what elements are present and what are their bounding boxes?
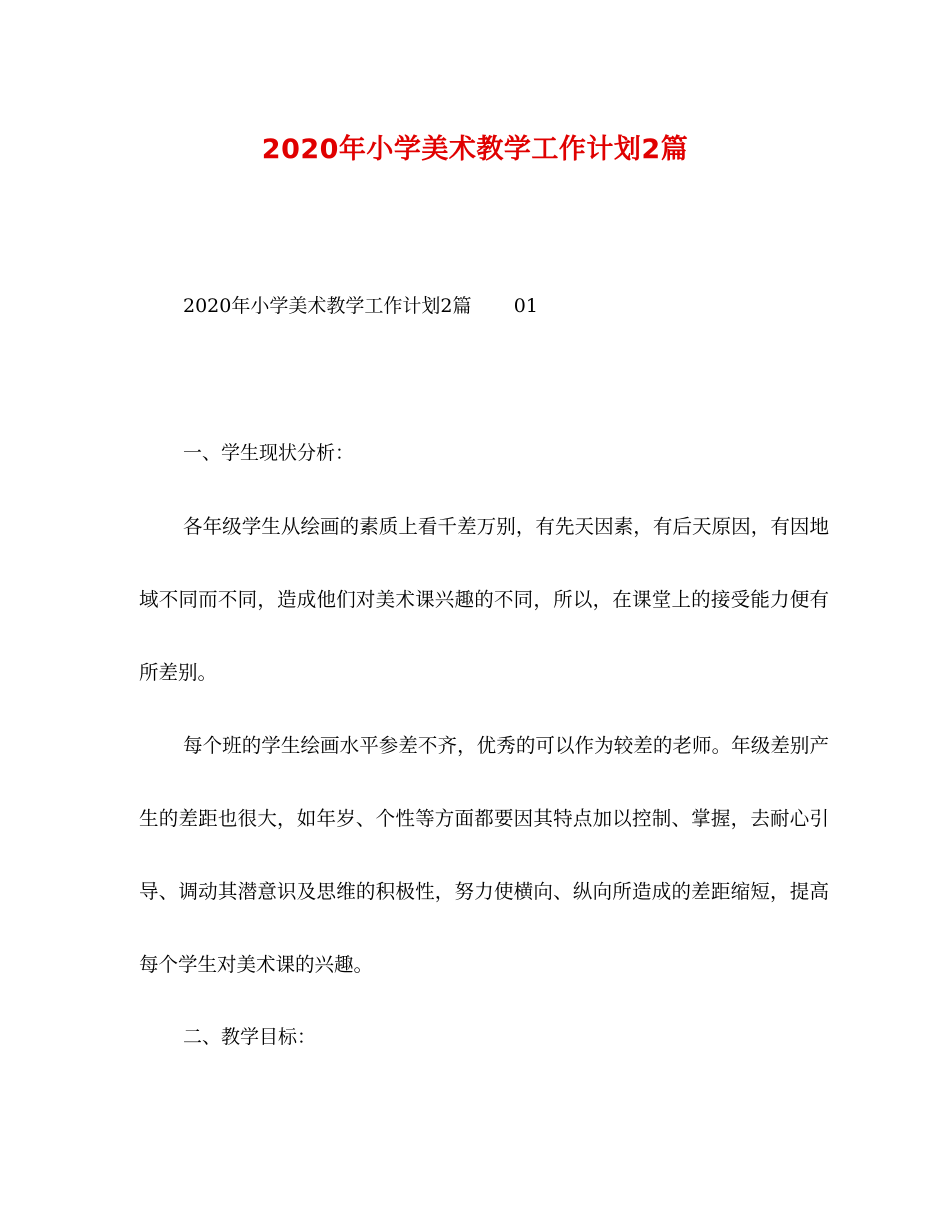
section-heading-2: 二、教学目标： (183, 1026, 317, 1048)
paragraph-1: 各年级学生从绘画的素质上看千差万别，有先天因素，有后天原因，有因地域不同而不同，造成他们对美术课兴趣的不同，所以，在课堂上的接受能力便有所差别。 (139, 515, 829, 684)
document-subtitle (183, 290, 538, 322)
section-heading-1: 一、学生现状分析： (183, 442, 355, 464)
document-title: 2020年小学美术教学工作计划2篇 (261, 134, 689, 165)
subtitle-spacer (471, 295, 513, 317)
subtitle-number: 01 (513, 295, 538, 317)
subtitle-text: 2020年小学美术教学工作计划2篇 (183, 295, 472, 317)
paragraph-2: 每个班的学生绘画水平参差不齐，优秀的可以作为较差的老师。年级差别产生的差距也很大，如年岁、个性等方面都要因其特点加以控制、掌握，去耐心引导、调动其潜意识及思维的积极性，努力使横向、纵向所造成的差距缩短，提高每个学生对美术课的兴趣。 (139, 734, 829, 976)
